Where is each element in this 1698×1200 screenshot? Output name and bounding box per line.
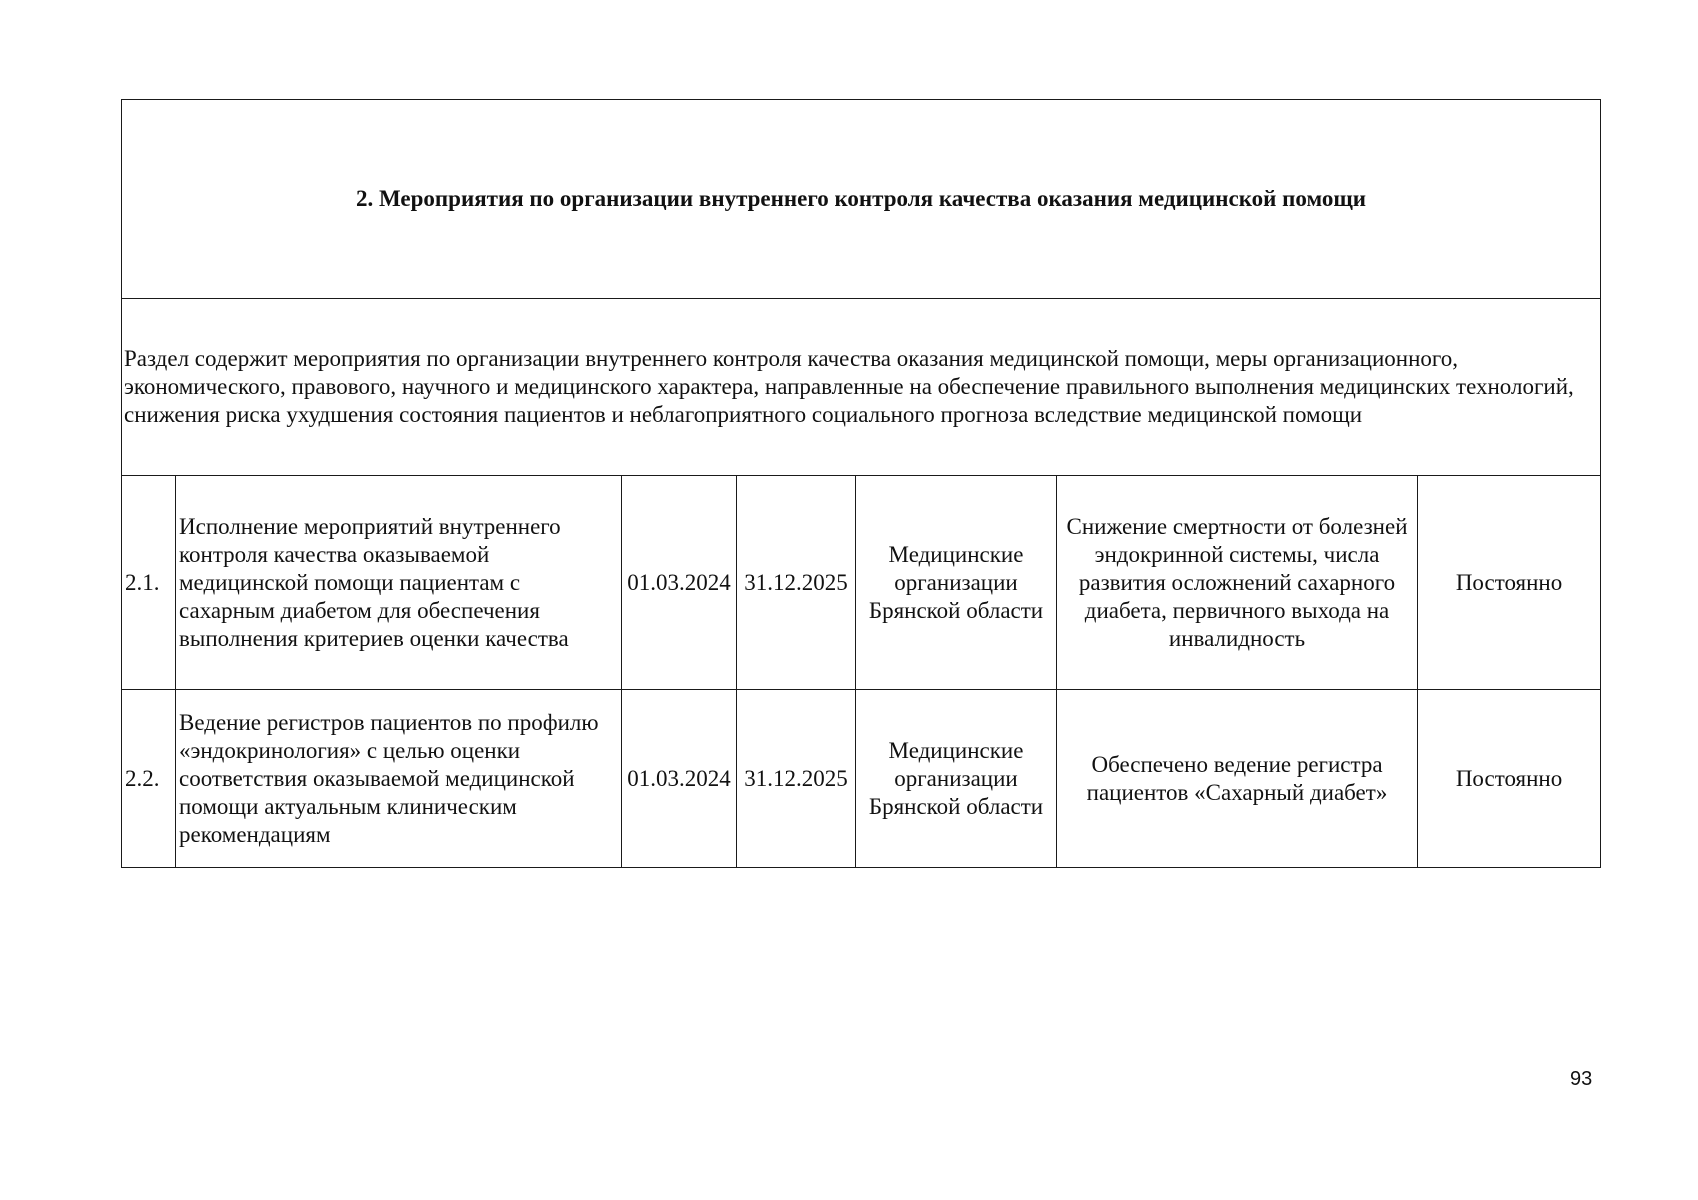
responsible-cell: Медицинские организации Брянской области <box>856 476 1057 690</box>
end-date-cell: 31.12.2025 <box>737 690 856 868</box>
frequency-cell: Постоянно <box>1418 690 1601 868</box>
row-number: 2.1. <box>122 476 176 690</box>
result-cell: Обеспечено ведение регистра пациентов «Сахарный диабет» <box>1057 690 1418 868</box>
row-number: 2.2. <box>122 690 176 868</box>
activity-cell: Ведение регистров пациентов по профилю «эндокринология» с целью оценки соответствия оказываемой медицинской помощи актуальным клиническим рекомендациям <box>176 690 622 868</box>
section-description: Раздел содержит мероприятия по организации внутреннего контроля качества оказания медицинской помощи, меры организационного, экономического, правового, научного и медицинского характера, направленные на обеспечение правильного выполнения медицинских технологий, снижения риска ухудшения состояния пациентов и неблагоприятного социального прогноза вследствие медицинской помощи <box>122 299 1601 476</box>
frequency-cell: Постоянно <box>1418 476 1601 690</box>
table-row <box>122 476 1601 690</box>
start-date-cell: 01.03.2024 <box>622 690 737 868</box>
section-title-row <box>122 100 1601 299</box>
table-row <box>122 690 1601 868</box>
responsible-cell: Медицинские организации Брянской области <box>856 690 1057 868</box>
section-description-row <box>122 299 1601 476</box>
activity-cell: Исполнение мероприятий внутреннего контроля качества оказываемой медицинской помощи пациентам с сахарным диабетом для обеспечения выполнения критериев оценки качества <box>176 476 622 690</box>
measures-table <box>121 99 1601 868</box>
section-title: 2. Мероприятия по организации внутреннего контроля качества оказания медицинской помощи <box>122 100 1601 299</box>
page-number: 93 <box>1570 1068 1593 1090</box>
start-date-cell: 01.03.2024 <box>622 476 737 690</box>
end-date-cell: 31.12.2025 <box>737 476 856 690</box>
result-cell: Снижение смертности от болезней эндокринной системы, числа развития осложнений сахарного диабета, первичного выхода на инвалидность <box>1057 476 1418 690</box>
